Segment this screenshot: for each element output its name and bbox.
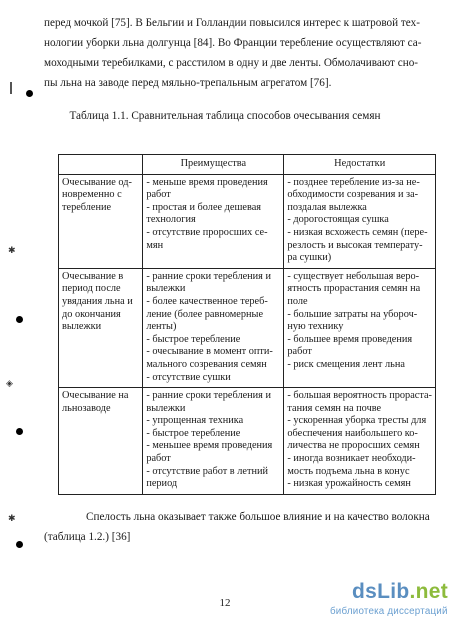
table-row bbox=[59, 388, 436, 495]
binder-hole bbox=[16, 316, 23, 323]
cell-line: теребление bbox=[62, 201, 112, 213]
cell-line: - большая вероятность прораста- bbox=[287, 390, 432, 402]
cell-line: ную технику bbox=[287, 321, 344, 333]
cell-line: вылежки bbox=[146, 283, 186, 295]
cell-line: технология bbox=[146, 214, 196, 226]
cell-line: - низкая всхожесть семян (пере- bbox=[287, 226, 428, 238]
cell-line: Очесывание в bbox=[62, 270, 124, 282]
cell-line: тания семян на почве bbox=[287, 402, 382, 414]
cell-line: - ранние сроки теребления и bbox=[146, 390, 272, 402]
cell-line: личества не проросших семян bbox=[287, 440, 420, 452]
cell-line: работ bbox=[146, 453, 171, 465]
table-row bbox=[59, 174, 436, 268]
cell-line: обеспечения наибольшего ко- bbox=[287, 427, 418, 439]
cell-line: - отсутствие проросших се- bbox=[146, 226, 268, 238]
cell-line: - меньше время проведения bbox=[146, 176, 268, 188]
cell-line: - более качественное тереб- bbox=[146, 295, 268, 307]
text-line: моходными теребилками, с расстилом в одну и две ленты. Обмолачивают сно- bbox=[44, 57, 419, 69]
binder-hole bbox=[16, 541, 23, 548]
cell-line: - риск смещения лент льна bbox=[287, 358, 405, 370]
margin-mark: ✱ bbox=[8, 245, 16, 255]
cell-line: - очесывание в момент опти- bbox=[146, 346, 273, 358]
cell-line: - быстрое теребление bbox=[146, 427, 241, 439]
text-line: (таблица 1.2.) [36] bbox=[44, 531, 131, 543]
closing-paragraph bbox=[44, 507, 438, 547]
cell-line: обходимости созревания и за- bbox=[287, 189, 419, 201]
watermark-subtitle: библиотека диссертаций bbox=[330, 606, 448, 617]
advantages-cell bbox=[143, 268, 284, 387]
cell-line: новременно с bbox=[62, 189, 122, 201]
cell-line: - быстрое теребление bbox=[146, 333, 241, 345]
dslib-logo bbox=[352, 580, 448, 604]
cell-line: период после bbox=[62, 283, 121, 295]
logo-tld: .net bbox=[409, 580, 449, 603]
cell-line: - дорогостоящая сушка bbox=[287, 214, 389, 226]
cell-line: - отсутствие сушки bbox=[146, 371, 231, 383]
table-caption: Таблица 1.1. Сравнительная таблица способов очесывания семян bbox=[69, 110, 381, 122]
margin-mark: ✱ bbox=[8, 513, 16, 523]
cell-line: - отсутствие работ в летний bbox=[146, 465, 268, 477]
header-advantages: Преимущества bbox=[143, 155, 284, 175]
text-line: Спелость льна оказывает также большое влияние и на качество волокна bbox=[86, 511, 430, 523]
intro-paragraph bbox=[44, 13, 438, 93]
page-number: 12 bbox=[219, 597, 231, 609]
cell-line: до окончания bbox=[62, 308, 121, 320]
disadvantages-cell bbox=[284, 388, 436, 495]
cell-line: ленты) bbox=[146, 321, 177, 333]
disadvantages-cell bbox=[284, 174, 436, 268]
text-line: нологии уборки льна долгунца [84]. Во Франции теребление осуществляют са- bbox=[44, 37, 422, 49]
margin-mark bbox=[10, 82, 12, 94]
cell-line: увядания льна и bbox=[62, 295, 133, 307]
cell-line: Очесывание на bbox=[62, 390, 129, 402]
disadvantages-cell bbox=[284, 268, 436, 387]
binder-hole bbox=[16, 428, 23, 435]
cell-line: вылежки bbox=[146, 402, 186, 414]
cell-line: мость подъема льна в конус bbox=[287, 465, 410, 477]
cell-line: льнозаводе bbox=[62, 402, 111, 414]
cell-line: ятность прорастания семян на bbox=[287, 283, 421, 295]
header-method bbox=[59, 155, 143, 175]
dslib-watermark bbox=[330, 580, 448, 624]
cell-line: ление (более равномерные bbox=[146, 308, 264, 320]
advantages-cell bbox=[143, 174, 284, 268]
cell-line: работ bbox=[287, 346, 312, 358]
logo-main: dsLib bbox=[352, 580, 410, 603]
text-line: пы льна на заводе перед мяльно-трепальным агрегатом [76]. bbox=[44, 77, 332, 89]
text-line: перед мочкой [75]. В Бельгии и Голландии повысился интерес к шатровой тех- bbox=[44, 17, 420, 29]
cell-line: - упрощенная техника bbox=[146, 415, 244, 427]
margin-mark: ◈ bbox=[6, 378, 13, 388]
cell-line: - иногда возникает необходи- bbox=[287, 453, 416, 465]
header-disadvantages: Недостатки bbox=[284, 155, 436, 175]
cell-line: мального созревания семян bbox=[146, 358, 267, 370]
cell-line: - большие затраты на убороч- bbox=[287, 308, 418, 320]
cell-line: резлость и высокая температу- bbox=[287, 239, 423, 251]
cell-line: мян bbox=[146, 239, 164, 251]
cell-line: поле bbox=[287, 295, 308, 307]
method-cell bbox=[59, 388, 143, 495]
cell-line: - ранние сроки теребления и bbox=[146, 270, 272, 282]
cell-line: период bbox=[146, 478, 178, 490]
method-cell bbox=[59, 268, 143, 387]
cell-line: поздалая вылежка bbox=[287, 201, 367, 213]
cell-line: вылежки bbox=[62, 321, 102, 333]
cell-line: - существует небольшая веро- bbox=[287, 270, 420, 282]
method-cell bbox=[59, 174, 143, 268]
binder-hole bbox=[26, 90, 33, 97]
cell-line: - большее время проведения bbox=[287, 333, 413, 345]
cell-line: ра сушки) bbox=[287, 252, 332, 264]
table-header-row bbox=[59, 155, 436, 175]
advantages-cell bbox=[143, 388, 284, 495]
comparison-table bbox=[58, 154, 436, 495]
cell-line: работ bbox=[146, 189, 171, 201]
cell-line: - ускоренная уборка тресты для bbox=[287, 415, 427, 427]
cell-line: - позднее теребление из-за не- bbox=[287, 176, 420, 188]
cell-line: - простая и более дешевая bbox=[146, 201, 262, 213]
table-row bbox=[59, 268, 436, 387]
cell-line: - низкая урожайность семян bbox=[287, 478, 411, 490]
cell-line: Очесывание од- bbox=[62, 176, 132, 188]
cell-line: - меньшее время проведения bbox=[146, 440, 273, 452]
